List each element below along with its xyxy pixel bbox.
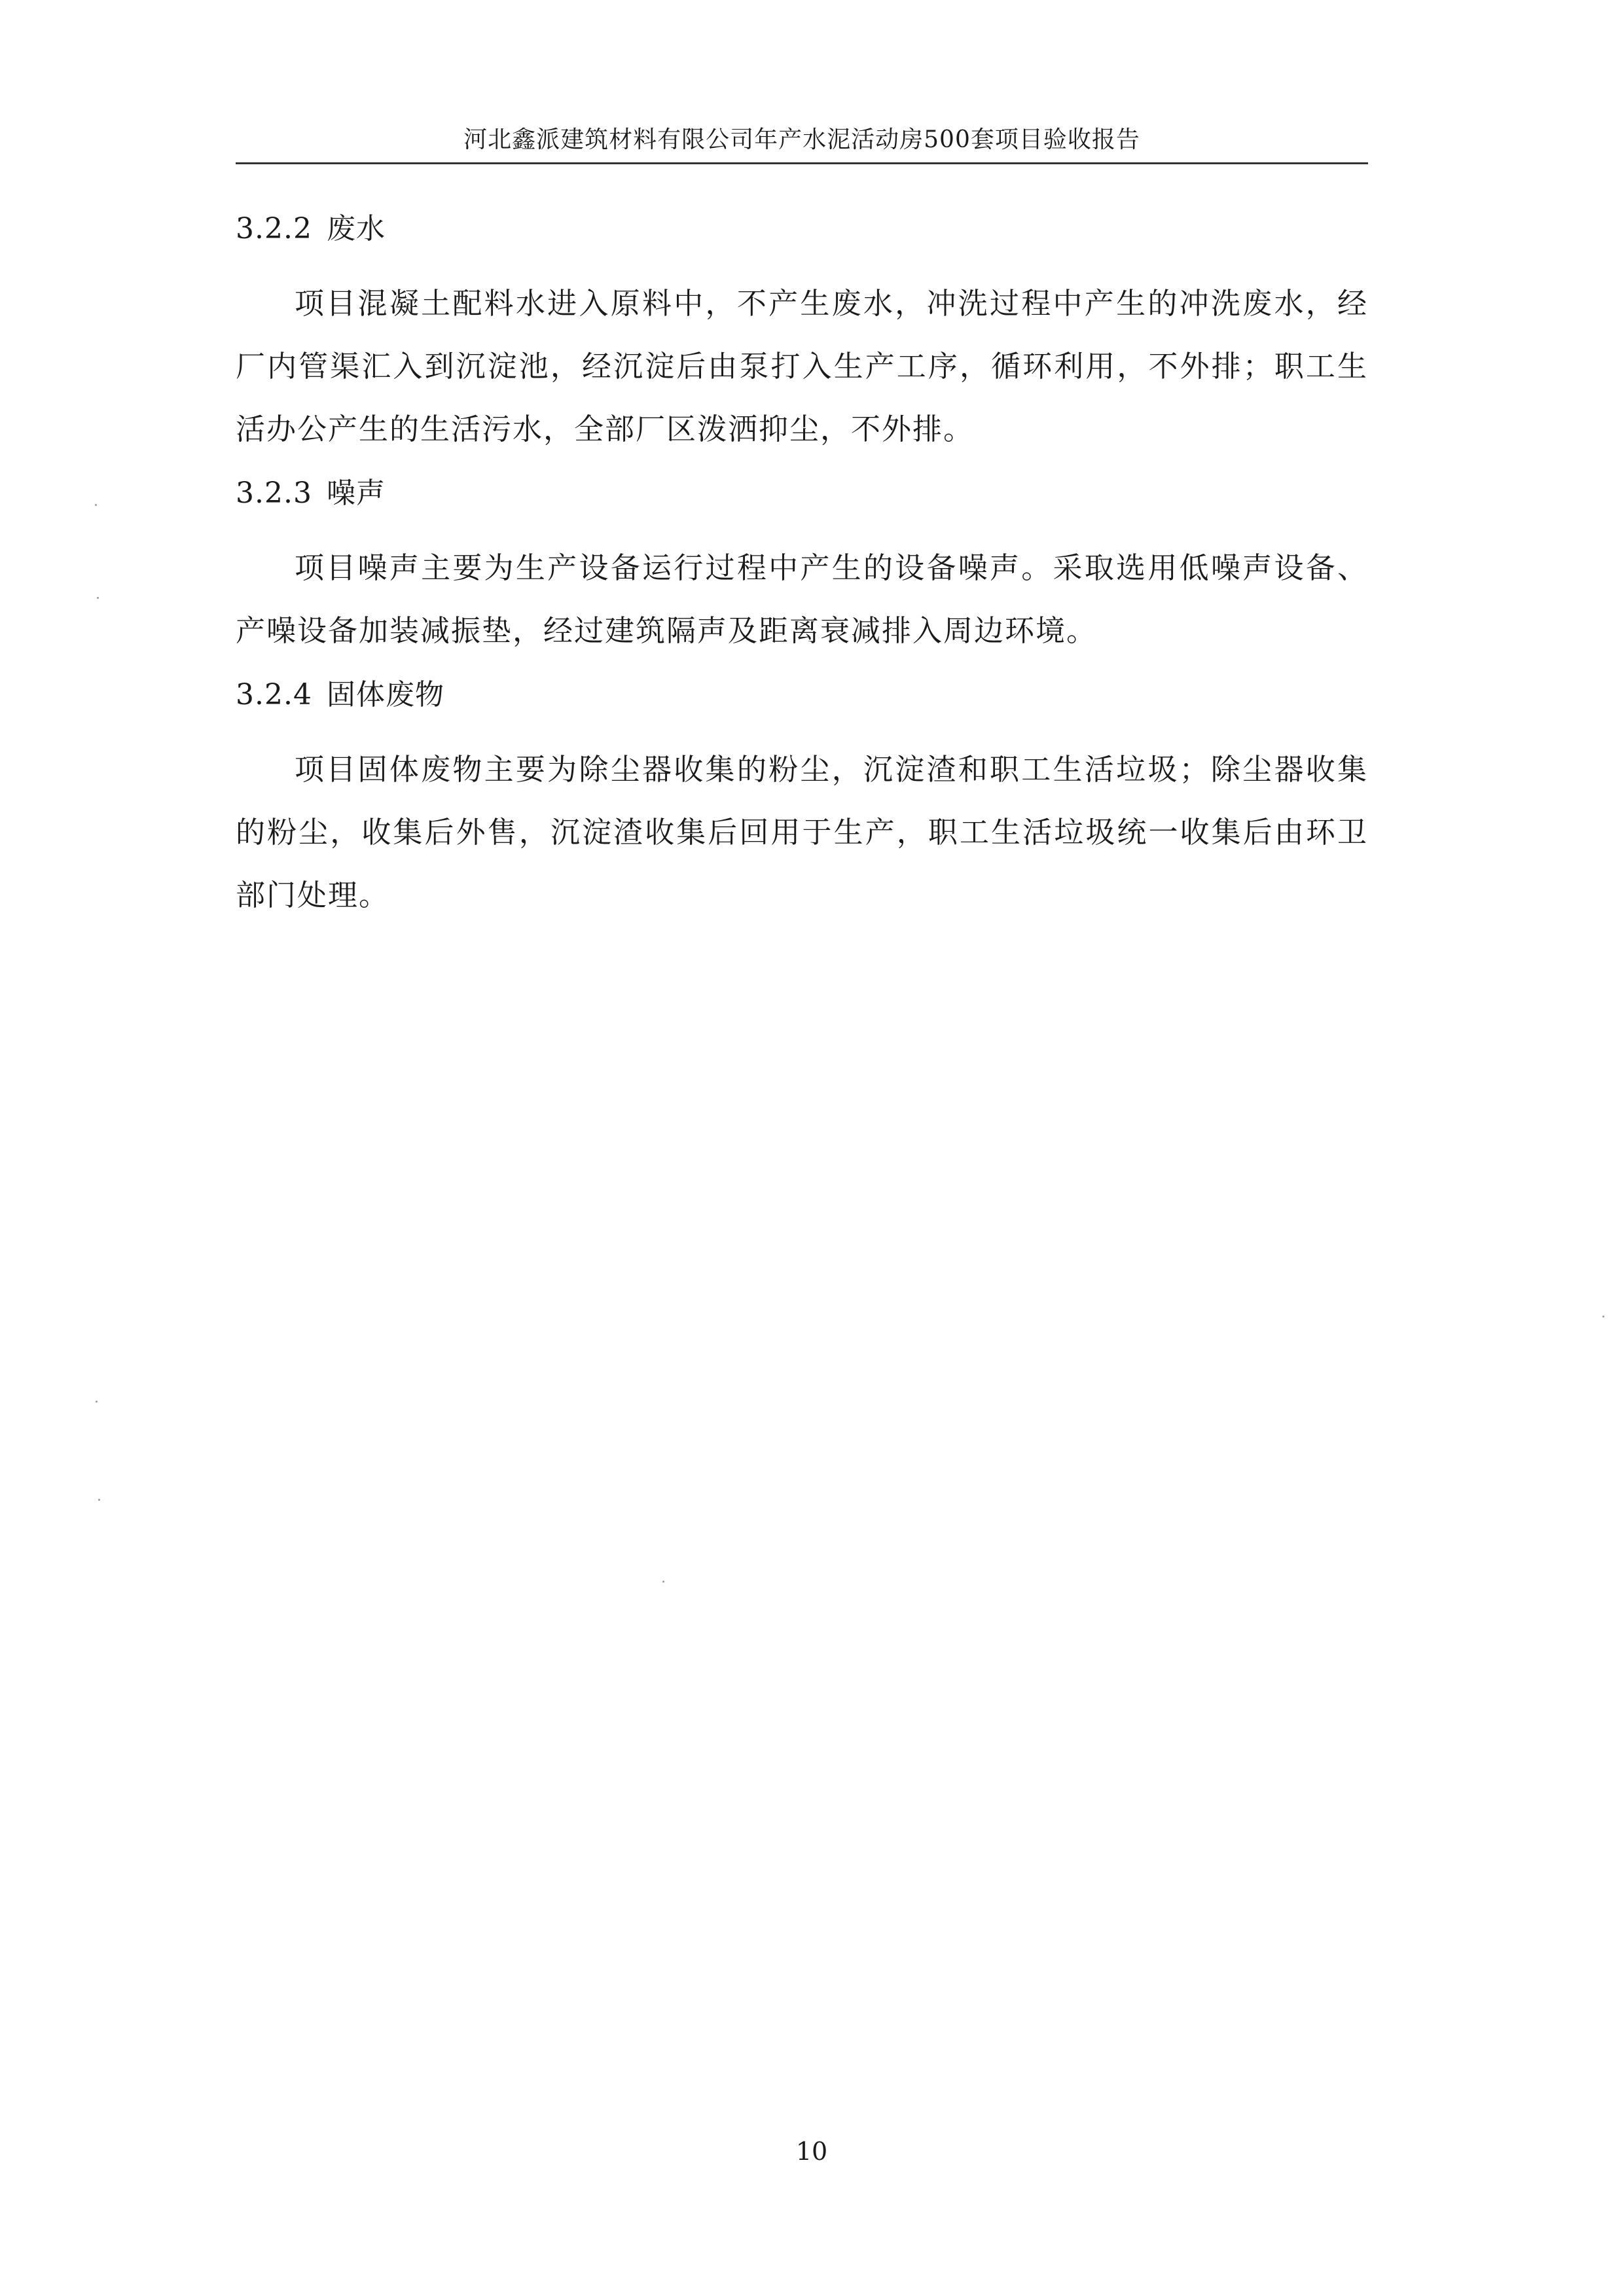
section-heading bbox=[236, 209, 1368, 249]
running-header: 河北鑫派建筑材料有限公司年产水泥活动房500套项目验收报告 bbox=[463, 126, 1140, 153]
page-number: 10 bbox=[795, 2137, 828, 2166]
header-rule bbox=[236, 162, 1368, 164]
section-paragraph: 项目混凝土配料水进入原料中，不产生废水，冲洗过程中产生的冲洗废水，经厂内管渠汇入到沉淀池，经沉淀后由泵打入生产工序，循环利用，不外排；职工生活办公产生的生活污水，全部厂区泼洒抑尘，不外排。 bbox=[236, 286, 1368, 446]
section-title: 噪声 bbox=[326, 476, 386, 510]
scan-speck bbox=[98, 1499, 100, 1501]
section-paragraph: 项目固体废物主要为除尘器收集的粉尘，沉淀渣和职工生活垃圾；除尘器收集的粉尘，收集后外售，沉淀渣收集后回用于生产，职工生活垃圾统一收集后由环卫部门处理。 bbox=[236, 752, 1368, 912]
section-number: 3.2.2 bbox=[236, 212, 312, 245]
section-title: 固体废物 bbox=[326, 678, 444, 711]
section-paragraph: 项目噪声主要为生产设备运行过程中产生的设备噪声。采取选用低噪声设备、产噪设备加装减振垫，经过建筑隔声及距离衰减排入周边环境。 bbox=[236, 550, 1368, 648]
scan-speck bbox=[97, 597, 99, 599]
section-3-2-4 bbox=[236, 675, 1368, 927]
section-number: 3.2.3 bbox=[236, 476, 312, 510]
scan-speck bbox=[95, 504, 97, 506]
scan-speck bbox=[96, 1401, 98, 1403]
scan-speck bbox=[662, 1581, 664, 1583]
scan-speck bbox=[1602, 1316, 1604, 1318]
section-heading bbox=[236, 675, 1368, 715]
section-3-2-3 bbox=[236, 474, 1368, 662]
section-3-2-2 bbox=[236, 209, 1368, 461]
section-number: 3.2.4 bbox=[236, 678, 312, 711]
section-title: 废水 bbox=[326, 212, 386, 245]
document-body bbox=[236, 209, 1368, 940]
section-heading bbox=[236, 474, 1368, 513]
